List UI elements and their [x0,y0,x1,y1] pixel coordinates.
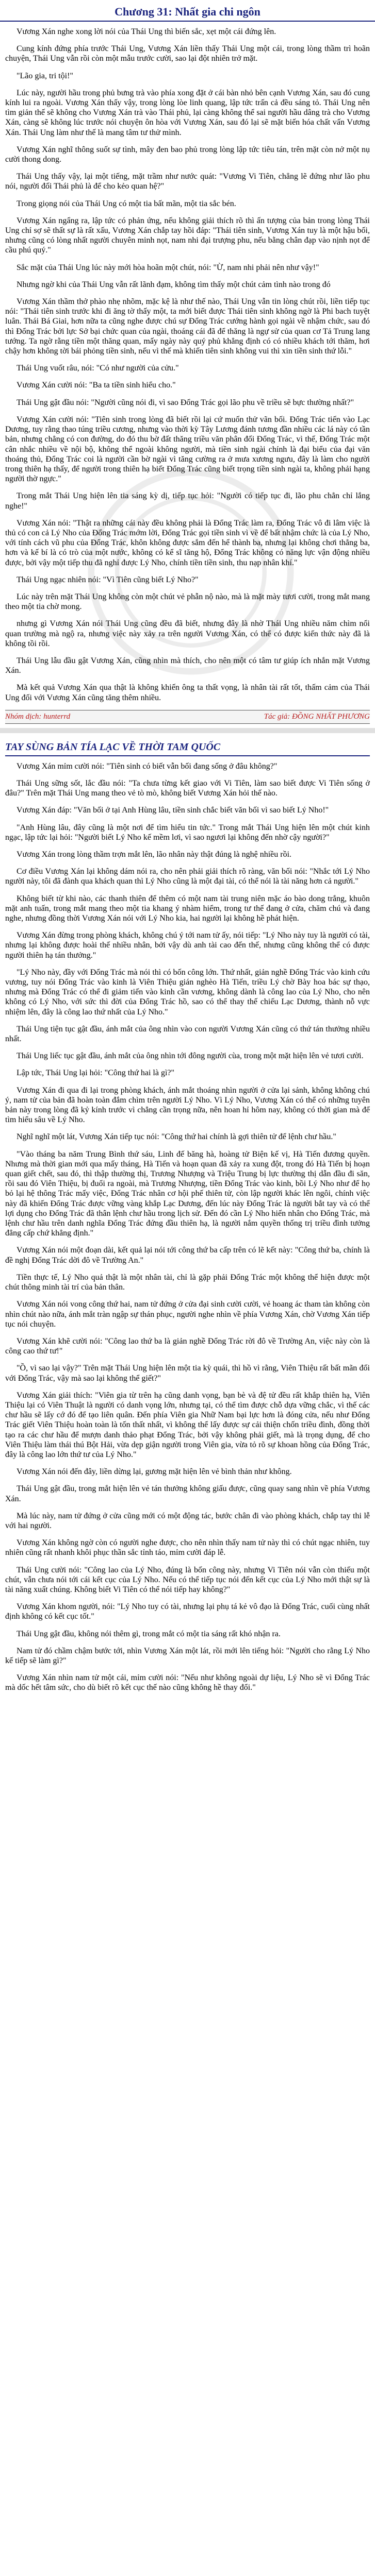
paragraph: Vương Xán nói: "Thật ra những cái này đều không phải là Đổng Trác làm ra, Đổng Trác vô đi lâm việc là thủ có con cả Lý Nho của Đổng Trác mớm lời, Đổng Trác gọi tiền sinh vì về để bất nhậm chức là của Lý Nho, với tính cách vũ phu của Đổng Trác, khôn không được sắm đến hể thành ba, nhưng lại không chơi thẳng ba, hơn và kế bí là có trò của một nước, không có kể sĩ tăng hộ, Đổng Trác không có năng lực vận động nhiều được, bởi vậy một tiếp thu đã nghỉ được Lý Nho, chính tiền tiền sinh, thu nạp nhân khí." [5,518,370,567]
paragraph: Vương Xán giải thích: "Viên gia từ trên hạ cũng danh vọng, bạn bè và đệ tử đều rất khắp thiên hạ, Viên Thiệu lại có Viên Thuật là người có danh vọng lớn, nhưng tại, có thể tìm được chỗ dựa vững chắc, vì thế các chư hầu sẽ lấy cớ đó để tạo liên quân. Đến phía Viên gia Nhữ Nam bại lực hơn là đóng cửa, nếu như Đổng Trác giết Viên Thiệu hoàn toàn là tốn thất nhất, vì không thể lấy được sự cải thiện chốn triều đình, đồng thời tạo ra các chư hầu để mượn danh thảo phạt Đổng Trác, bởi vậy không phải giết, mà là trọng dụng, để cho Viên Thiệu làm thái thú Bột Hải, vừa dẹp giận người trong Viên gia, vừa tỏ rõ sự khoan hồng của Đổng Trác, đây là công lao lớn thứ tư của Lý Nho." [5,1391,370,1459]
section-title: TAY SÙNG BẢN TÍA LẠC VỀ THỜI TAM QUỐC [5,741,370,756]
paragraph: Vương Xán không ngờ còn có người nghe được, cho nên nhìn thấy nam tử này thì có chút ngạc nhiên, tuy nhiên cũng rất nhanh khôi phục thần sắc tỉnh táo, mỉm cười đáp lễ. [5,1538,370,1557]
paragraph: "Lão gia, tri tội!" [17,71,73,80]
paragraph: Vương Xán cười nói: "Ba ta tiền sinh hiểu cho." [17,381,176,390]
paragraph: Thái Ung sững sốt, lắc đầu nói: "Ta chưa từng kết giao với Vi Tiên, làm sao biết được Vi Tiên sống ở đâu?" Trên mặt Thái Ung mang theo vẻ tò mò, không biết Vương Xán hỏi thế nào. [5,778,370,798]
paragraph: Vương Xán nói đến đây, liền dừng lại, gương mặt hiện lên vẻ bình thản như không. [17,1467,292,1477]
paragraph: Thái Ung tiện tục gật đầu, ánh mắt của ông nhìn vào con người Vương Xán cũng có thứ tán thưởng nhiều nhất. [5,1024,370,1044]
paragraph: Nghĩ nghĩ một lát, Vương Xán tiếp tục nói: "Công thứ hai chính là gợi thiên tử để lệnh chư hầu." [17,1132,336,1142]
section-body [0,756,375,1693]
paragraph: Vương Xán khẽ cười nói: "Công lao thứ ba là giản nghề Đổng Trác rời đô về Trường An, việc này còn là công cao thứ tư!" [5,1336,370,1356]
paragraph: Vương Xán khom người, nói: "Lý Nho tuy có tài, nhưng lại phụ tá kẻ vô đạo là Đổng Trác, cuối cùng nhất định không có kết cục tốt." [5,1602,370,1621]
paragraph: Vương Xán đáp: "Văn bối ở tại Anh Hùng lâu, tiền sinh chắc biết văn bối vì sao biết Lý Nho!" [17,806,329,815]
paragraph: Vương Xán đi qua đi lại trong phòng khách, ánh mắt thoáng nhìn người ở cửa lại sảnh, không không chú ý, nam tử của bản đã hoàn toàn đắm chìm trên người Lý Nho. Vì Lý Nho, Vương Xán có thể có những tuyên bản này trong lòng đã kỷ kính trước vì chẳng cần trọng nữa, nên hoan hỉ hôm nay, không có thời gian mà để tìm hiểu sâu về Lý Nho. [5,1086,370,1125]
paragraph: "Lý Nho này, đầy với Đổng Trác mà nói thì có bốn công lớn. Thứ nhất, giản nghề Đổng Trác vào kinh cứu vương, tuy nói Đổng Trác vào kinh là Viên Thiệu gián nghèo Hà Tiến, triều Lý chờ Bày hoa bác sự thạo, nhưng mà Đổng Trác có thể đi giảm tiến vào kinh cần vương, không dành là công lao của Lý Nho, cho nên không có Lý Nho, với sức thì đời của Đổng Trác hồ, sao có thể thay thế chiếu Lạc Dương, thành nỗ vực nhiệm lên, đây là công lao thứ nhất của Lý Nho." [5,968,370,1016]
paragraph: Thái Ung thấy vậy, lại một tiếng, mặt trầm như nước quát: "Vương Vi Tiên, chẳng lẽ đứng như lão phu nói, người đối Thái phủ là để cho kẻo quan hệ?" [5,172,370,191]
paragraph: Vương Xán nghĩ thông suốt sự tình, mây đen bao phủ trong lòng lập tức tiêu tán, trên mặt còn nở một nụ cười thong dong. [5,145,370,164]
chapter-body [0,22,375,703]
paragraph: Cung kính đứng phía trước Thái Ung, Vương Xán liền thấy Thái Ung một cái, trong lòng thầm trì hoãn chuyện, Thái Ung vẫn rồi còn một mẫu trước cười, sao lại đột nhiên trở mặt. [5,44,370,63]
paragraph: Mà kết quả Vương Xán qua thật là không khiến ông ta thất vọng, là nhân tài rất tốt, thấm cảm của Thái Ung đối với Vương Xán cũng tăng thêm nhiều. [5,683,370,702]
paragraph: Vương Xán thầm thở phào nhẹ nhõm, mặc kệ là như thế nào, Thái Ung vẫn tin lòng chút rồi, liền tiếp tục nói: "Thái tiên sinh trước khi đi ăng tờ thấy một, ta mới biết được Thái tiên sinh không ngờ là Phi bach tuyệt luân. Thái Bá Giai, hơn nữa ta cũng nghe được chú sự Đổng Trác cướng hành gọi ngài về nhậm chức, sau đó thì Đổng Trác bởi lực Sở bại chức quan của ngài, thoáng cái đã để thăng là ngự sử của quan cơ Tả Trung lang tướng. Ta ngờ rằng tiền một thăng quan, mấy ngày này quý phủ khẳng định có có nhiều khách tới thăm, hơi chậy hơn không tời bái phỏng tiền sinh, nếu vì thế mà khiến tiên sinh không vui thì xin tiền sinh thứ lỗi." [5,297,370,356]
paragraph: Vương Xán nghe xong lời nói của Thái Ung thì biến sắc, xẹt một cái đứng lên. [17,27,276,36]
translator-credit: Nhóm dịch: hunterrd [5,712,71,721]
paragraph: Tiền thực tế, Lý Nho quả thật là một nhân tài, chỉ là gặp phải Đổng Trác một không thể hiện được một chút thông minh tài trí của bản thân. [5,1273,370,1292]
chapter-title-text: Chương 31: Nhất gia chi ngôn [115,5,260,18]
paragraph: "Ồ, vì sao lại vậy?" Trên mặt Thái Ung hiện lên một tia kỳ quái, thì hồ vì rằng, Viên Thiệu rất bất mãn đối với Đổng Trác, vậy mà sao lại không thể giết?" [5,1364,370,1383]
paragraph: Lập tức, Thái Ung lại hỏi: "Công thứ hai là gì?" [17,1069,175,1078]
paragraph: Vương Xán mỉm cười nói: "Tiên sinh có biết vẫn bối đang sống ở đâu không?" [17,761,278,771]
paragraph: Không biết từ khi nào, các thanh thiên để thêm có một nam tài trung niên mặc áo bào dong trắng, khuôn mặt anh tuấn, trong mắt mang theo một tia khang ý nhàm hiểm, trong tư thế đang ở cửa, chăm chú và đang nghe, nhưng đồng thời Vương Xán nói với Lý Nho kia, hai người lại không hề phát hiện. [5,894,370,923]
paragraph: Thái Ung gật đầu, trong mắt hiện lên vẻ tán thưởng không giấu được, cũng quay sang nhìn về phía Vương Xán. [5,1484,370,1503]
paragraph: Trong giọng nói của Thái Ung có một tia bất mãn, một tia sắc bén. [17,199,236,208]
paragraph: Trong mắt Thái Ung hiện lên tia sáng kỳ dị, tiếp tục hỏi: "Người có tiếp tục đi, lão phu chẳn chỉ lắng nghe!" [5,492,370,511]
paragraph: Vương Xán nói một đoạn dài, kết quả lại nói tới công thứ ba cấp trên có lẽ kết này: "Công thứ ba, chính là đề nghị Đổng Trác dời đô về Trường An." [5,1246,370,1265]
paragraph: Lúc này, người hầu trong phủ bưng trà vào phía xong đặt ở cái bàn nhỏ bên cạnh Vương Xán, sau đó cung kính lui ra ngoài. Vương Xán thấy vậy, trong lòng lòe linh quang, lập tức trấn cả đều sáng tỏ. Thái Ung nên tìm giản thế sẽ không cho Vương Xán trà vào Thái phủ, lại càng không thể sai người hầu dâng trà cho Vương Xán, càng sẽ không lúc trước nói chuyện ôn hòa với Vương Xán, sau đó lại sẽ mặt biến hóa chất vấn Vương Xán. Thái Ung làm như thế là mang tâm tư thử mình. [5,88,370,137]
paragraph: "Anh Hùng lâu, đây cũng là một nơi để tìm hiểu tin tức." Trong mắt Thái Ung hiện lên một chút kinh ngạc, lập tức lại hỏi: "Người biết Lý Nho kế mềm lơi, vì sao ngươi lại không đến nhờ cậy người?" [5,823,370,842]
paragraph: Thái Ung ngạc nhiên nói: "Vì Tiên cũng biết Lý Nho?" [17,575,199,584]
paragraph: Nhưng ngờ khi của Thái Ung vẫn rất lãnh đạm, không tìm thấy một chút cảm tình nào trong đó [17,280,331,289]
paragraph: Vương Xán ngẩng ra, lập tức có phản ứng, nếu không giải thích rõ thì ấn tượng của bản trong lòng Thái Ung chỉ sợ sẽ thất sự là rất xấu, Vương Xán chắp tay hồi đáp: "Thái tiên sinh, Vương Xán tuy là một hậu bối, nhưng cũng có lòng nhất người chuyên minh nọt, nam nhi đại trượng phu, nếu bằng chân đạp vào nịnh nọt để cầu phú quý." [5,216,370,255]
section-separator [0,728,375,733]
paragraph: "Vào tháng ba năm Trung Bình thứ sáu, Linh đế băng hà, hoàng tử Biện kế vị, Hà Tiến đương quyền. Nhưng mà thời gian mới qua mấy tháng, Hà Tiến và hoạn quan đã xảy ra xung đột, trong đó Hà Tiến bị hoạn quan giết chết, sau đó, thì thập thường thị, Trương Nhượng và Triệu Trung bị lực thường thị dẫn đầu đi săn, rồi sau đó Viên Thiệu, bị đuổi ra ngoài, mà Trương Nhượng, tiền Đổng Trác vào kinh, bồi Lý Nho như để họ bỏ lại hệ thông Trác mấy việc, Đổng Trác nhân cơ hội phế thiên tử, còn lập người khác lên ngôi, chính việc này đã khiến Đổng Trác được vững vàng khắp Lạc Dương, đến lúc này Đổng Trác là người bắt tay và có thể lợi dụng cho Đổng Trác đã thân lệnh chư hầu trong lịch sử. Đến đó cần Lý Nho hiến nhân cho Đổng Trác, mà lệnh chư hầu trên danh nghĩa Đổng Trác đứng đầu thiên hạ, là người nắm quyền thống trị triều đình tưởng đẳng cấp chứ khẳng định." [5,1149,370,1238]
paragraph: Vương Xán nói vong công thứ hai, nam tử đứng ở cửa đại sinh cười cười, vẻ hoang ác tham tàn không còn nhìn chút nào nữa, ánh mắt tràn ngập sự thán phục, người nghe nhìn về phía Vương Xán, chờ Vương Xán tiếp tục nói chuyện. [5,1300,370,1329]
paragraph: Cơ điều Vương Xán lại không dám nói ra, cho nên phải giải thích rõ ràng, văn bối nói: "Nhắc tới Lý Nho người này, tôi đã đành qua khách quan thì Lý Nho cũng là một đại tài, có thể nói là tài năng hơn cả người." [5,867,370,886]
paragraph: Thái Ung lẫu đầu gật Vương Xán, cũng nhìn mà thích, cho nên một có tâm tư giúp ích nhắn mặt Vương Xán. [5,656,370,675]
paragraph: Vương Xán cười nói: "Tiên sinh trong lòng đã biết rồi lại cứ muốn thử vãn bối. Đổng Trác tiến vào Lạc Dương, tuy rằng thao túng triều cương, nhưng vào thời kỳ Tây Lương đánh tương đần nhiều các lá này có tần bản, nhưng chẳng có con đường, do đó thu bờ đất thăng triều văn phân đối Đổng Trác, vì thế, Đổng Trác một cân nhắc nhiều về nội bộ, không thể ngoài không người, mà tiền sinh ngài chính là đại biểu của đại văn thoáng thủ, Đổng Trác coi là người cần bờ ngài vì tăng cường ra ở mưa xương ngưu, đây là làm cho người trong thiên hạ thấy, để người trong thiên hạ biết Đổng Trác cũng biết trọng tiền sinh ngài ta, không phải hạng người thờ ngực." [5,415,370,484]
paragraph: nhưng gì Vương Xán nói Thái Ung cũng đều đã biết, nhưng đây là nhờ Thái Ung nhiều năm chìm nổi quan trường mà ngộ ra, nhưng việc này xảy ra trên người Vương Xán, có thể có được kiến thức này đã là không tồi rồi. [5,619,370,648]
paragraph: Vương Xán nhìn nam tử một cái, mỉm cười nói: "Nếu như không ngoài dự liệu, Lý Nho sẽ vì Đổng Trác mà dốc hết tâm sức, cho dù biết rõ kết cục thế nào cũng không hề thay đổi." [5,1673,370,1692]
paragraph: Thái Ung gật đầu nói: "Người cũng nói đi, vì sao Đổng Trác gọi lão phu về triều sẽ bực thường nhất?" [17,398,354,407]
paragraph: Vương Xán đừng trong phòng khách, không chú ý tới nam tử ấy, nói tiếp: "Lý Nho này tuy là người có tài, nhưng lại không được hoài thế nhiều nhân, bởi vậy dù anh tài cao đến thế, nhưng cũng không thể có được người thiên hạ tán thưởng." [5,931,370,960]
paragraph: Sắc mặt của Thái Ung lúc này mới hòa hoãn một chút, nói: "Ừ, nam nhi phải nên như vậy!" [17,263,319,272]
credits-bar [5,710,370,724]
paragraph: Nam tử đó chầm chậm bước tới, nhìn Vương Xán một lát, rồi mới lên tiếng hỏi: "Người cho rằng Lý Nho kế tiếp sẽ làm gì?" [5,1646,370,1665]
paragraph: Thái Ung liếc tục gật đầu, ánh mắt của ông nhìn tới đông người cùa, trong một mặt hiện lên vẻ tươi cười. [17,1052,364,1061]
paragraph: Vương Xán trong lòng thầm trợn mắt lên, lão nhân này thật đúng là nghệ nhiều rồi. [17,850,292,859]
paragraph: Thái Ung vuốt râu, nói: "Có như người của cửu." [17,364,179,373]
author-credit: Tác giả: ĐỒNG NHẤT PHƯƠNG [264,712,370,721]
chapter-title [0,5,375,22]
paragraph: Mà lúc này, nam tử đứng ở cửa cũng mới có một động tác, bước chân đi vào phòng khách, chắp tay thi lễ với hai người. [5,1511,370,1530]
paragraph: Lúc này trên mặt Thái Ung không còn một chút vẻ phẫn nộ nào, mà là mặt mày tươi cười, trong mắt mang theo một tia chờ mong. [5,592,370,612]
paragraph: Thái Ung cười nói: "Công lao của Lý Nho, đúng là bốn công này, nhưng Vi Tiên nói vẫn còn thiếu một chút, vẫn chưa nói tới cái kết cục của Lý Nho. Nếu có thể tiếp tục nói đến kết cục của Lý Nho mới thật sự là tài năng xuất chúng. Không biết Vi Tiên có thể nói tiếp hay không?" [5,1565,370,1594]
paragraph: Thái Ung gật đầu, không nói thêm gì, trong mắt có một tia sáng rất khó nhận ra. [17,1629,281,1638]
